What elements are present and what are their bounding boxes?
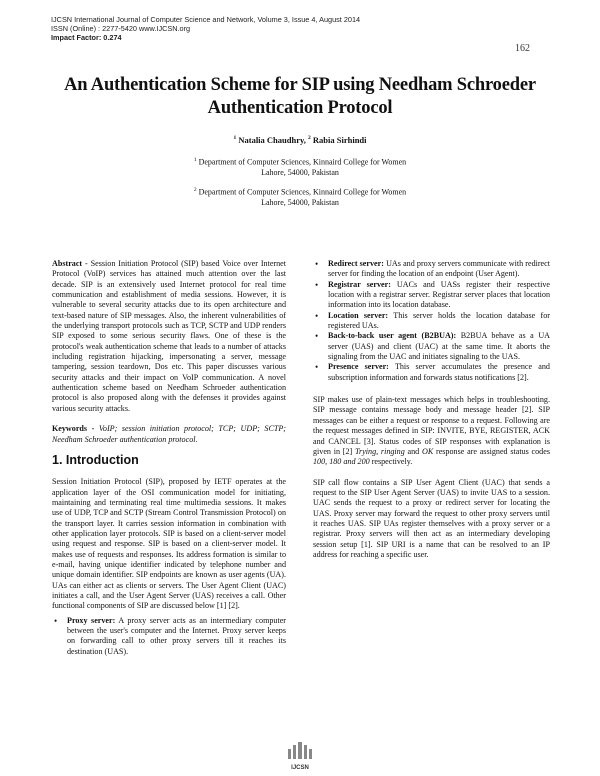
bullet-list-right [313,259,550,383]
author-1-sup: 1 [233,135,237,142]
bullet-text: UACs and UASs register their respective location with a registrar server. Registrar server places that location information into its location database. [328,279,550,310]
para2-text-1: SIP makes use of plain-text messages which helps in troubleshooting. SIP message contains message body and message header [2]. SIP messages can be either a request or response to a request. Following are the request messages defined in SIP: INVITE, BYE, REGISTER, ACK and CANCEL [3]. Status codes of SIP responses with explanation is given in [2] [313,395,550,456]
affiliation-2-line-1: Department of Computer Sciences, Kinnaird College for Women [198,187,407,197]
abstract [52,259,286,414]
bullet-location-server [313,311,550,332]
section-heading-introduction: 1. Introduction [52,452,139,467]
bullet-term: Redirect server: [328,259,384,268]
right-column [313,259,550,560]
sip-call-flow-paragraph: SIP call flow contains a SIP User Agent Client (UAC) that sends a request to the SIP User Agent Server (UAS) to invite UAS to a session. UAC sends the request to a proxy or redirect server for locating the UAS. Proxy server may forward the request to other proxy servers until it reaches UAS. SIP UAs register themselves with a proxy server or a registrar. Proxy servers will then act as an intermediary developing session setup [1]. SIP URI is a name that can be resolved to an IP address for reaching a specific user. [313,477,550,559]
abstract-text: - Session Initiation Protocol (SIP) based Voice over Internet Protocol (VoIP) services has attained much attention over the last decade. SIP is an extensively used Internet protocol for real time communication and establishment of media sessions. However, it is vulnerable to several security attacks due to its open architecture and text-based nature of SIP messages. Also, the inherent vulnerabilities of the underlying transport protocols such as TCP, SCTP and UDP renders SIP exposed to some serious security flaws. One of these is the protocol's weak authentication scheme that leads to a number of attacks including registration hijacking, impersonating a server, message tampering, session teardown, Dos etc. This paper discusses various security attacks and their impact on VoIP communication. A novel authentication scheme based on Needham Schroeder authentication protocol is also proposed along with the defenses it provides against various security attacks. [52,259,286,413]
header-line-2: ISSN (Online) : 2277-5420 www.IJCSN.org [51,24,191,33]
header-line-1: IJCSN International Journal of Computer Science and Network, Volume 3, Issue 4, August 2014 [51,15,361,24]
bullet-text: This server holds the location database for registered UAs. [328,310,550,331]
bullet-text: This server accumulates the presence and subscription information and forwards status notifications [2]. [328,362,550,382]
para2-italic-3: 100, 180 and 200 [313,457,370,467]
affiliation-2-line-2: Lahore, 54000, Pakistan [261,197,339,207]
affiliation-1 [0,155,600,178]
bullet-text: B2BUA behave as a UA server (UAS) and client (UAC) at the same time. It aborts the signaling from the UAC and initiates signaling to the UAS. [328,331,551,362]
keywords [52,424,286,445]
bullet-term: Back-to-back user agent (B2BUA): [328,331,457,341]
author-2-sup: 2 [308,135,311,142]
sip-messages-paragraph [313,395,550,467]
affiliation-1-sup: 1 [193,157,197,163]
para2-text-4: respectively. [371,457,413,467]
bullet-list-left [52,616,286,657]
affiliation-1-line-1: Department of Computer Sciences, Kinnaird College for Women [198,157,407,167]
bullet-text: A proxy server acts as an intermediary computer between the user's computer and the Internet. Proxy server keeps on forwarding call to other proxy servers till it reaches its destination (UAS). [67,615,286,656]
affiliation-2-sup: 2 [193,187,197,193]
bullet-presence-server [313,362,550,383]
authors [0,135,600,145]
journal-header [51,15,360,42]
bullet-term: Presence server: [328,362,389,372]
bullet-term: Registrar server: [328,279,391,289]
ijcsn-logo-icon [283,741,317,763]
keywords-label: Keywords - [52,424,95,434]
page-number: 162 [515,43,530,54]
keywords-text: VoIP; session initiation protocol; TCP; UDP; SCTP; Needham Schroeder authentication protocol. [52,424,286,444]
para2-text-3: response are assigned status codes [436,446,550,456]
para2-italic-1: Trying, ringing [355,446,405,456]
bullet-proxy-server [52,616,286,657]
intro-paragraph: Session Initiation Protocol (SIP), proposed by IETF operates at the application layer of the OSI communication model for initiating, maintaining and terminating real time multimedia sessions. It makes use of UDP, TCP and SCTP (Stream Control Transmission Protocol) on the transport layer. It carries session information in combination with other application layer protocols. SIP is based on a client-server model using request and response. SIP is based on a client-server model. It makes use of requests and responses. Its address formation is similar to e-mail, having unique identifier indicated by telephone number and unique domain identifier. SIP endpoints are known as user agents (UA). UAs can either act as clients or servers. The User Agent Client (UAC) initiates a call, and the User Agent Server (UAS) receives a call. Other functional components of SIP are discussed below [1] [2]. [52,477,286,611]
bullet-b2bua [313,331,550,362]
author-2: Rabia Sirhindi [312,135,367,145]
header-line-3: Impact Factor: 0.274 [51,33,122,42]
author-1: Natalia Chaudhry, [238,135,306,145]
bullet-text: UAs and proxy servers communicate with redirect server for finding the location of an endpoint (User Agent). [328,259,550,279]
bullet-term: Location server: [328,310,389,320]
affiliation-2 [0,185,600,208]
bullet-redirect-server [313,259,550,280]
left-column [52,259,286,657]
para2-text-2: and [407,446,420,456]
para2-italic-2: OK [421,446,434,456]
bullet-registrar-server [313,280,550,311]
affiliation-1-line-2: Lahore, 54000, Pakistan [261,167,339,177]
footer-label: IJCSN [291,765,309,771]
paper-title: An Authentication Scheme for SIP using Needham Schroeder Authentication Protocol [64,75,536,118]
bullet-term: Proxy server: [67,615,116,625]
abstract-label: Abstract [52,259,83,268]
